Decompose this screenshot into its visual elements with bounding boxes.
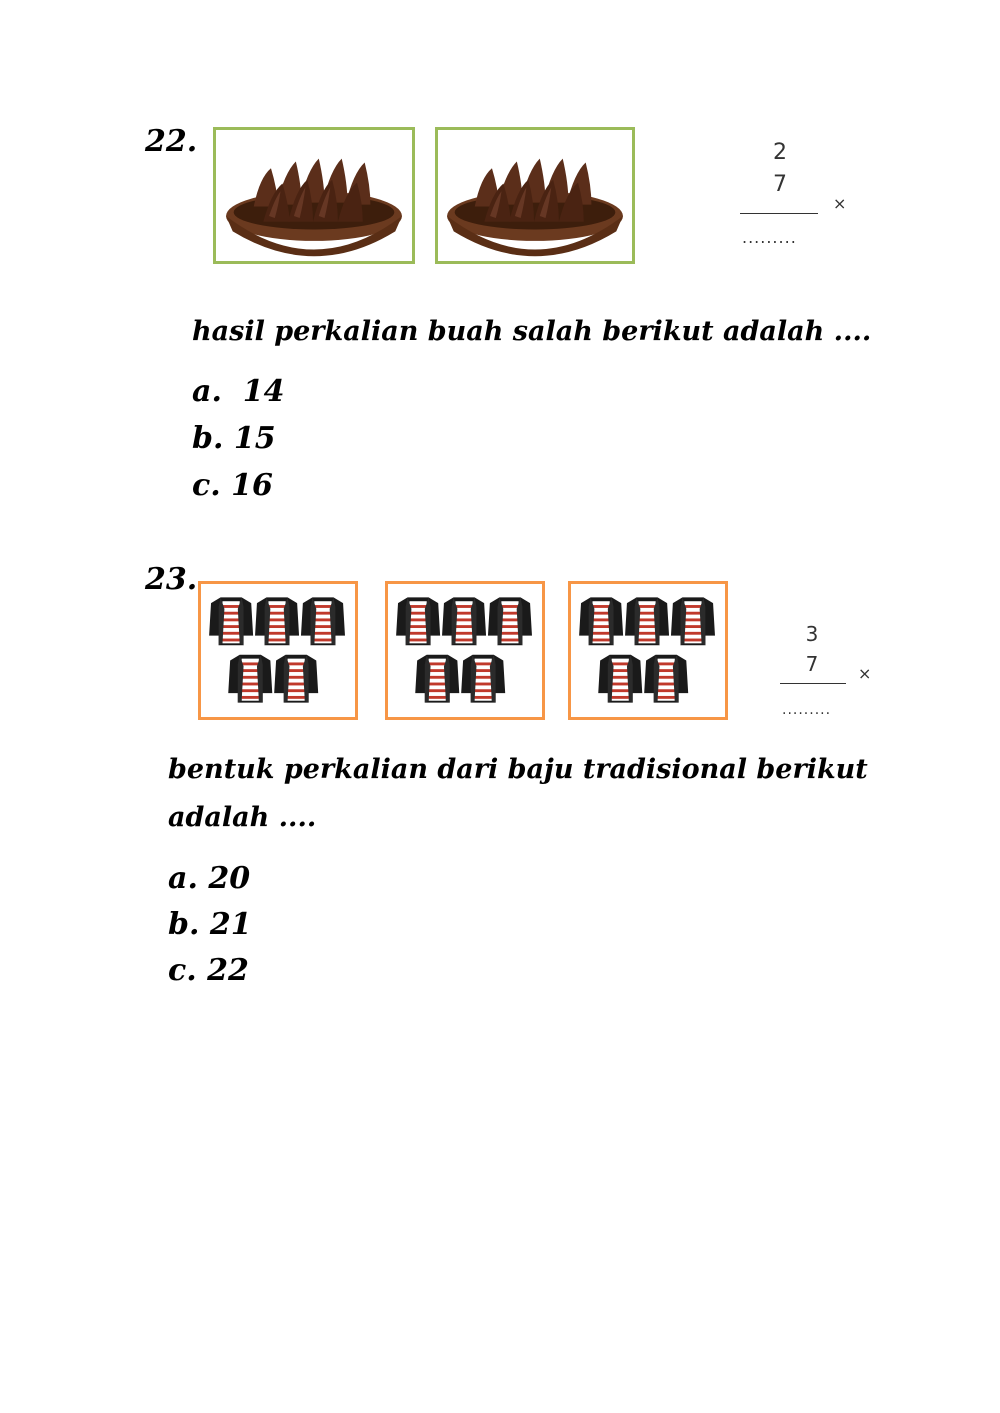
answer-blank[interactable]: ......... <box>742 228 797 247</box>
image-frame <box>385 581 545 720</box>
question-prompt: hasil perkalian buah salah berikut adalah .... <box>192 316 872 347</box>
image-frame <box>435 127 635 264</box>
image-frame <box>568 581 728 720</box>
multiplication-calc <box>780 622 900 732</box>
question-number: 22. <box>145 124 198 159</box>
image-frame <box>198 581 358 720</box>
multiplier: 7 <box>805 652 819 676</box>
multiplication-calc <box>740 140 860 260</box>
option-b[interactable]: b. 21 <box>168 907 252 942</box>
shirt-group-icon <box>388 584 542 717</box>
question-prompt <box>168 746 888 842</box>
option-c[interactable]: c. 16 <box>192 468 273 503</box>
basket-icon <box>216 130 412 261</box>
option-c[interactable]: c. 22 <box>168 953 249 988</box>
times-sign: × <box>833 194 847 213</box>
shirt-group-icon <box>571 584 725 717</box>
option-a[interactable]: a. 14 <box>192 374 285 409</box>
multiplier: 7 <box>773 172 787 197</box>
prompt-line: bentuk perkalian dari baju tradisional berikut <box>168 754 868 785</box>
answer-blank[interactable]: ......... <box>782 702 832 718</box>
sum-line <box>780 683 846 684</box>
question-number: 23. <box>145 562 198 597</box>
sum-line <box>740 213 818 214</box>
basket-icon <box>438 130 632 261</box>
shirt-group-icon <box>201 584 355 717</box>
image-frame <box>213 127 415 264</box>
prompt-line: adalah .... <box>168 802 317 833</box>
multiplicand: 2 <box>773 140 787 165</box>
option-a[interactable]: a. 20 <box>168 861 251 896</box>
times-sign: × <box>858 664 872 683</box>
option-b[interactable]: b. 15 <box>192 421 276 456</box>
multiplicand: 3 <box>805 622 819 646</box>
